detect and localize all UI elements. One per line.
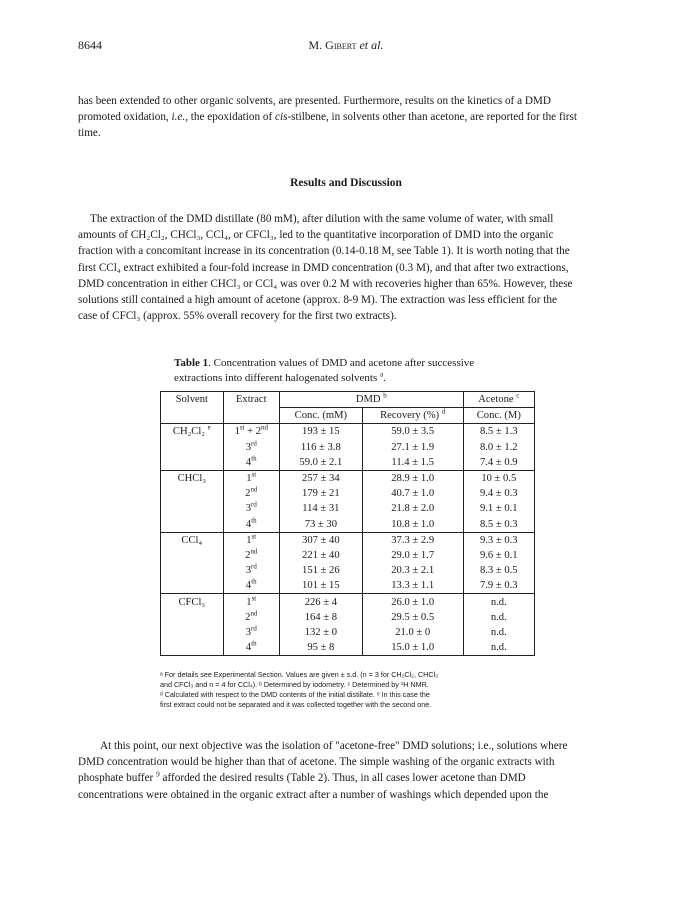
cell-conc-mm: 73 ± 30 (279, 517, 362, 533)
cell-conc-mm: 95 ± 8 (279, 640, 362, 656)
washing-paragraph (78, 738, 618, 803)
footnote-line: ᵈ Calculated with respect to the DMD contents of the initial distillate. ᵉ In this case the (160, 690, 430, 699)
footnote-line: first extract could not be separated and it was collected together with the second one. (160, 700, 432, 709)
cell-solvent (161, 517, 224, 533)
table-row (161, 501, 535, 516)
text-line: fraction with a concomitant increase in its concentration (0.14-0.18 M, see Table 1). It is worth noting that the (78, 245, 570, 258)
table-row (161, 424, 535, 440)
cell-recovery: 29.5 ± 0.5 (362, 610, 463, 625)
col-subheader-blank (161, 408, 224, 424)
table-caption (174, 356, 554, 386)
cell-extract: 2nd (223, 486, 279, 501)
text-line: The extraction of the DMD distillate (80 mM), after dilution with the same volume of water, with small (90, 213, 554, 225)
table-row (161, 563, 535, 578)
cell-conc-mm: 151 ± 26 (279, 563, 362, 578)
cell-conc-m: n.d. (463, 594, 534, 610)
cell-solvent (161, 625, 224, 640)
caption-text: . (383, 372, 386, 384)
cell-conc-mm: 132 ± 0 (279, 625, 362, 640)
cell-recovery: 59.0 ± 3.5 (362, 424, 463, 440)
cell-extract: 4th (223, 640, 279, 656)
cell-solvent: CH₂Cl₂ $^e$ (161, 424, 224, 440)
cell-extract: 1st (223, 594, 279, 610)
cell-recovery: 21.8 ± 2.0 (362, 501, 463, 516)
col-subheader-conc-m: Conc. (M) (463, 408, 534, 424)
cell-solvent (161, 548, 224, 563)
author-etal: et al. (356, 38, 384, 52)
cell-recovery: 11.4 ± 1.5 (362, 455, 463, 471)
cell-recovery: 13.3 ± 1.1 (362, 578, 463, 594)
footnote-line: and CFCl₃ and n = 4 for CCl₄). ᵇ Determined by iodometry. ᶜ Determined by ¹H NMR. (160, 680, 429, 689)
col-subheader-blank (223, 408, 279, 424)
table-row (161, 594, 535, 610)
table-row (161, 440, 535, 455)
cell-conc-mm: 179 ± 21 (279, 486, 362, 501)
col-subheader-conc-mm: Conc. (mM) (279, 408, 362, 424)
cell-solvent (161, 501, 224, 516)
table-row (161, 640, 535, 656)
cell-extract: 3rd (223, 440, 279, 455)
section-heading: Results and Discussion (290, 177, 402, 189)
intro-paragraph (78, 93, 618, 142)
cell-conc-m: 8.0 ± 1.2 (463, 440, 534, 455)
col-header-extract: Extract (223, 392, 279, 408)
cell-extract: 2nd (223, 548, 279, 563)
cell-solvent (161, 440, 224, 455)
cell-conc-mm: 226 ± 4 (279, 594, 362, 610)
cell-conc-m: 7.9 ± 0.3 (463, 578, 534, 594)
cell-conc-m: 8.5 ± 0.3 (463, 517, 534, 533)
cell-extract: 4th (223, 455, 279, 471)
running-header (0, 38, 692, 53)
cell-conc-mm: 307 ± 40 (279, 532, 362, 548)
text-line: amounts of CH₂Cl₂, CHCl₃, CCl₄, or CFCl₃, led to the quantitative incorporation of DMD into the organic (78, 229, 554, 242)
table-row (161, 578, 535, 594)
cell-solvent (161, 610, 224, 625)
cell-conc-m: 9.3 ± 0.3 (463, 532, 534, 548)
caption-text: . Concentration values of DMD and acetone after successive (208, 357, 475, 369)
text-line: case of CFCl₃ (approx. 55% overall recovery for the first two extracts). (78, 310, 397, 323)
text-line (78, 109, 618, 125)
text-line: At this point, our next objective was the isolation of "acetone-free" DMD solutions; i.e., solutions where (100, 740, 568, 752)
text-line: DMD concentration would be higher than that of acetone. The simple washing of the organic extracts with (78, 756, 555, 769)
cell-solvent (161, 563, 224, 578)
cell-conc-m: 8.5 ± 1.3 (463, 424, 534, 440)
cell-solvent: CFCl₃ (161, 594, 224, 610)
cell-conc-mm: 59.0 ± 2.1 (279, 455, 362, 471)
cell-conc-m: 9.4 ± 0.3 (463, 486, 534, 501)
text-line: solutions still contained a high amount of acetone (approx. 8-9 M). The extraction was less efficient for the (78, 294, 557, 307)
cell-solvent (161, 486, 224, 501)
table-row (161, 486, 535, 501)
cell-conc-mm: 101 ± 15 (279, 578, 362, 594)
text-line: concentrations were obtained in the organic extract after a number of washings which depended upon the (78, 788, 549, 801)
text-span: promoted oxidation, (78, 111, 172, 124)
cell-solvent (161, 578, 224, 594)
cell-conc-mm: 257 ± 34 (279, 470, 362, 486)
cell-extract: 2nd (223, 610, 279, 625)
cell-recovery: 27.1 ± 1.9 (362, 440, 463, 455)
cell-conc-m: n.d. (463, 610, 534, 625)
text-line: time. (78, 127, 101, 140)
results-paragraph (78, 211, 618, 324)
cell-recovery: 10.8 ± 1.0 (362, 517, 463, 533)
cell-recovery: 37.3 ± 2.9 (362, 532, 463, 548)
cell-recovery: 28.9 ± 1.0 (362, 470, 463, 486)
cell-recovery: 26.0 ± 1.0 (362, 594, 463, 610)
text-line (78, 770, 618, 786)
footnote-line: ᵃ For details see Experimental Section. Values are given ± s.d. (n = 3 for CH₂Cl₂, CHCl₃ (160, 670, 439, 679)
cell-conc-mm: 193 ± 15 (279, 424, 362, 440)
cell-conc-m: 9.1 ± 0.1 (463, 501, 534, 516)
cell-extract: 3rd (223, 501, 279, 516)
cell-extract: 3rd (223, 563, 279, 578)
table-row (161, 532, 535, 548)
cell-recovery: 40.7 ± 1.0 (362, 486, 463, 501)
cell-conc-mm: 116 ± 3.8 (279, 440, 362, 455)
cell-recovery: 15.0 ± 1.0 (362, 640, 463, 656)
caption-sup: a (380, 370, 384, 379)
table-label: Table 1 (174, 357, 209, 369)
text-span: i.e. (171, 111, 186, 124)
text-span: , the epoxidation of (185, 111, 275, 124)
cell-extract: 4th (223, 517, 279, 533)
cell-solvent: CCl₄ (161, 532, 224, 548)
cell-conc-m: n.d. (463, 640, 534, 656)
cell-extract: 3rd (223, 625, 279, 640)
cell-conc-mm: 164 ± 8 (279, 610, 362, 625)
table-footnotes (160, 670, 540, 710)
text-line: first CCl₄ extract exhibited a four-fold increase in DMD concentration (0.3 M), and that after two extractions, (78, 261, 569, 274)
author-name: M. Gibert (308, 38, 357, 52)
table-row (161, 548, 535, 563)
cell-solvent (161, 455, 224, 471)
text-span: cis (275, 111, 288, 124)
text-span: afforded the desired results (Table 2). Thus, in all cases lower acetone than DMD (159, 772, 526, 785)
table-row (161, 455, 535, 471)
reference-sup: 9 (156, 770, 160, 779)
data-table (160, 391, 535, 656)
cell-conc-m: 10 ± 0.5 (463, 470, 534, 486)
table-row (161, 470, 535, 486)
cell-conc-m: 9.6 ± 0.1 (463, 548, 534, 563)
cell-conc-m: n.d. (463, 625, 534, 640)
col-header-acetone: Acetone $^c$ (463, 392, 534, 408)
col-header-dmd: DMD $^b$ (279, 392, 463, 408)
table-row (161, 610, 535, 625)
text-line: has been extended to other organic solvents, are presented. Furthermore, results on the kinetics of a DMD (78, 95, 551, 107)
cell-conc-mm: 221 ± 40 (279, 548, 362, 563)
caption-text: extractions into different halogenated solvents (174, 372, 378, 384)
cell-extract: 1st (223, 470, 279, 486)
cell-recovery: 20.3 ± 2.1 (362, 563, 463, 578)
col-subheader-recovery: Recovery (%) $^d$ (362, 408, 463, 424)
cell-extract: 4th (223, 578, 279, 594)
text-span: phosphate buffer (78, 772, 157, 785)
cell-conc-m: 8.3 ± 0.5 (463, 563, 534, 578)
cell-recovery: 29.0 ± 1.7 (362, 548, 463, 563)
text-span: -stilbene, in solvents other than acetone, are reported for the first (287, 111, 577, 124)
cell-conc-m: 7.4 ± 0.9 (463, 455, 534, 471)
cell-solvent (161, 640, 224, 656)
cell-extract: 1st + 2nd (223, 424, 279, 440)
col-header-solvent: Solvent (161, 392, 224, 408)
cell-conc-mm: 114 ± 31 (279, 501, 362, 516)
text-line: DMD concentration in either CHCl₃ or CCl₄ was over 0.2 M with recoveries higher than 65%. However, these (78, 277, 573, 290)
table-row (161, 517, 535, 533)
cell-extract: 1st (223, 532, 279, 548)
cell-solvent: CHCl₃ (161, 470, 224, 486)
cell-recovery: 21.0 ± 0 (362, 625, 463, 640)
table-row (161, 625, 535, 640)
page-number: 8644 (78, 38, 102, 52)
